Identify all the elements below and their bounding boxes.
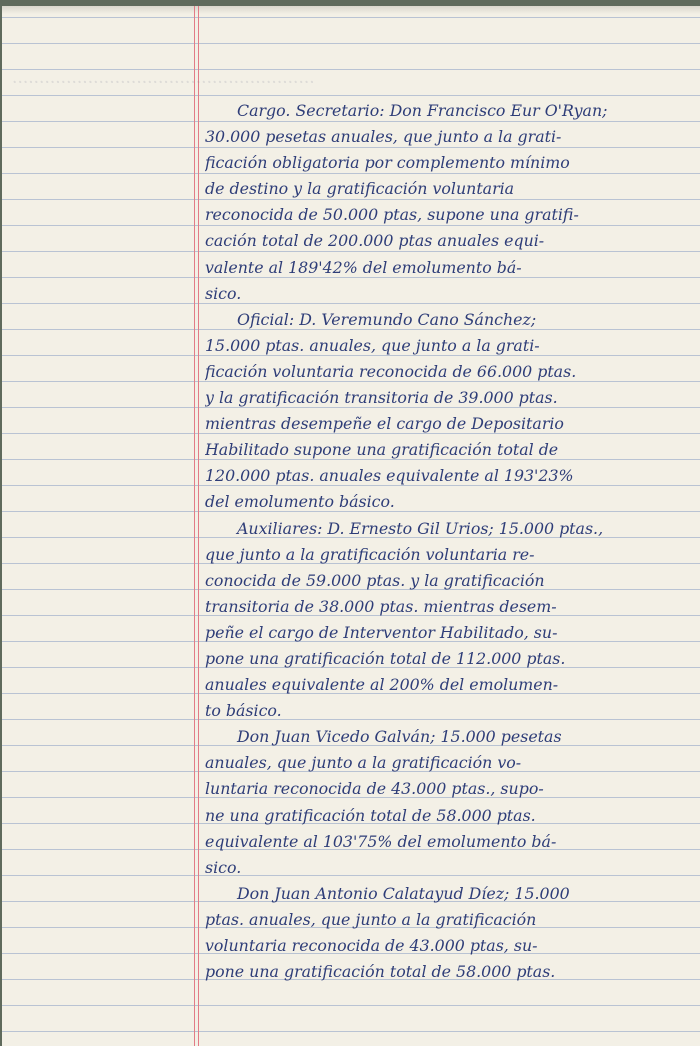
text-line: peñe el cargo de Interventor Habilitado, su- [205,622,558,642]
text-line: Habilitado supone una gratificación total de [205,440,559,460]
text-line: ficación obligatoria por complemento mínimo [205,153,570,173]
margin-rule-left [194,6,195,1046]
notebook-page [2,6,700,1046]
text-line: 15.000 ptas. anuales, que junto a la grati- [205,335,540,355]
text-line: anuales, que junto a la gratificación vo- [205,753,522,773]
text-line: Cargo. Secretario: Don Francisco Eur O'Ryan; [237,101,608,120]
text-line: que junto a la gratificación voluntaria re- [205,544,535,564]
text-line: 120.000 ptas. anuales equivalente al 193'23% [205,466,574,486]
text-line: del emolumento básico. [205,492,395,512]
text-line: y la gratificación transitoria de 39.000 ptas. [205,388,558,408]
text-line: Auxiliares: D. Ernesto Gil Urios; 15.000 ptas., [237,518,604,538]
text-line: anuales equivalente al 200% del emolumen- [205,675,559,695]
text-line: mientras desempeñe el cargo de Depositario [205,414,564,434]
text-line: ficación voluntaria reconocida de 66.000 ptas. [205,361,577,381]
bleed-through-texture: ························································ [12,73,315,93]
text-line: voluntaria reconocida de 43.000 ptas, su- [205,936,538,955]
paragraph-oficial [205,307,679,516]
text-line: de destino y la gratificación voluntaria [205,179,515,199]
text-line: valente al 189'42% del emolumento bá- [205,257,522,277]
text-line: transitoria de 38.000 ptas. mientras desem- [205,596,557,616]
text-line: to básico. [205,701,282,721]
text-line: ne una gratificación total de 58.000 ptas. [205,805,536,825]
text-line: pone una gratificación total de 112.000 ptas. [205,648,566,668]
text-line: pone una gratificación total de 58.000 ptas. [205,962,556,982]
text-line: cación total de 200.000 ptas anuales equi- [205,231,545,251]
text-line: Don Juan Vicedo Galván; 15.000 pesetas [237,727,562,747]
text-line: Don Juan Antonio Calatayud Díez; 15.000 [237,883,570,903]
paragraph-vicedo [205,724,679,881]
paragraph-secretario [205,98,679,307]
handwritten-text [205,98,679,985]
text-line: sico. [205,283,242,303]
text-line: conocida de 59.000 ptas. y la gratificación [205,570,545,590]
margin-rule-right [198,6,199,1046]
paragraph-calatayud [205,881,679,985]
page-top-shadow [2,6,700,14]
text-line: 30.000 pesetas anuales, que junto a la grati- [205,127,562,147]
text-line: luntaria reconocida de 43.000 ptas., supo- [205,779,544,799]
text-line: reconocida de 50.000 ptas, supone una gratifi- [205,205,579,225]
text-line: sico. [205,857,242,877]
text-line: equivalente al 103'75% del emolumento bá- [205,831,557,851]
paragraph-auxiliares [205,516,679,725]
text-line: ptas. anuales, que junto a la gratificación [205,909,537,929]
text-line: Oficial: D. Veremundo Cano Sánchez; [237,309,537,329]
